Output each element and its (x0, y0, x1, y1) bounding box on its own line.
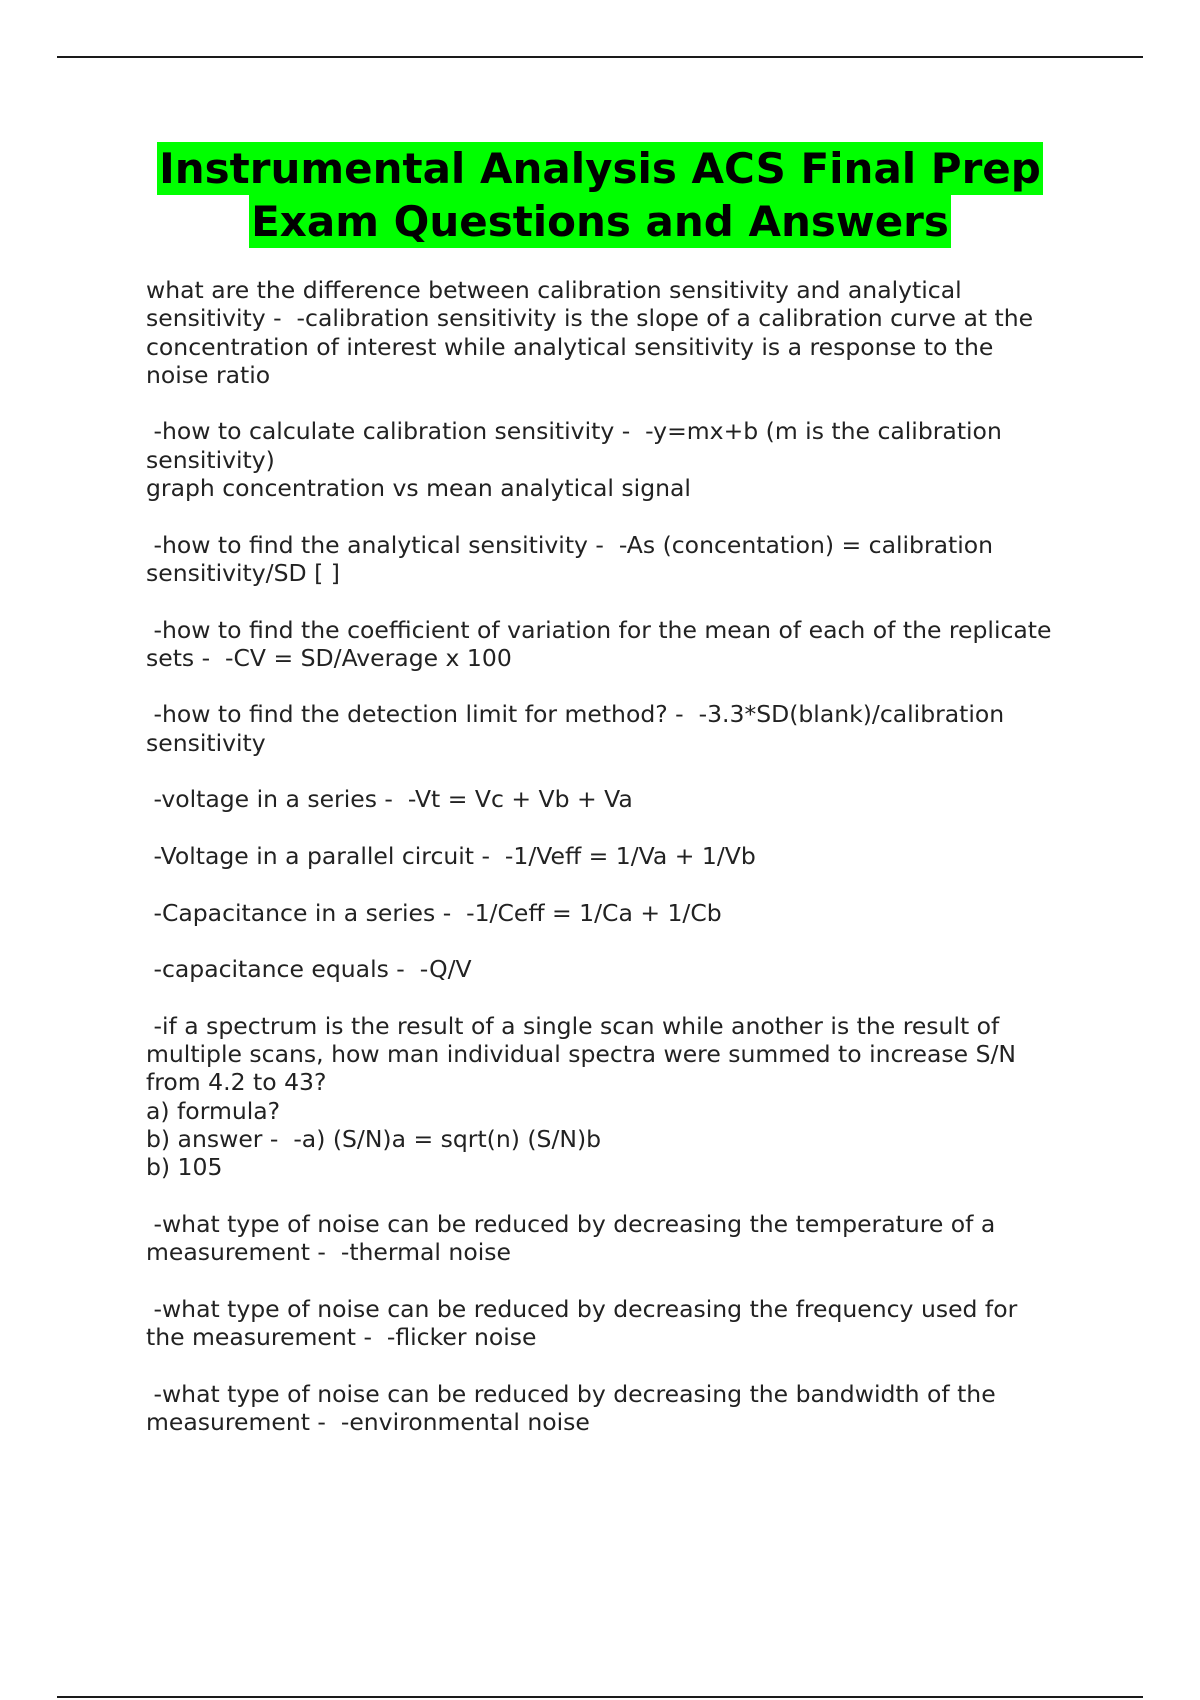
qa-line: measurement - -thermal noise (146, 1238, 511, 1267)
qa-line: noise ratio (146, 360, 271, 389)
qa-line: -Capacitance in a series - -1/Ceff = 1/Ca + 1/Cb (146, 898, 722, 927)
title-line-1: Instrumental Analysis ACS Final Prep (159, 144, 1041, 193)
qa-line: -how to find the coefficient of variation for the mean of each of the replicate (146, 615, 1052, 644)
qa-entry (146, 616, 1096, 673)
qa-line: -how to calculate calibration sensitivity - -y=mx+b (m is the calibration (146, 417, 1002, 446)
qa-line: -how to find the analytical sensitivity - -As (concentation) = calibration (146, 530, 994, 559)
qa-line: -how to find the detection limit for method? - -3.3*SD(blank)/calibration (146, 700, 1005, 729)
qa-entry (146, 1295, 1096, 1352)
qa-line: measurement - -environmental noise (146, 1407, 590, 1436)
qa-line: sensitivity/SD [ ] (146, 558, 340, 587)
qa-line: -capacitance equals - -Q/V (146, 955, 472, 984)
qa-entry (146, 955, 1096, 983)
qa-line: -Voltage in a parallel circuit - -1/Veff = 1/Va + 1/Vb (146, 841, 756, 870)
qa-entry (146, 1012, 1096, 1182)
title-line-2: Exam Questions and Answers (251, 197, 949, 246)
qa-entry (146, 785, 1096, 813)
qa-line: -what type of noise can be reduced by decreasing the frequency used for (146, 1294, 1018, 1323)
qa-entry (146, 842, 1096, 870)
qa-line: multiple scans, how man individual spectra were summed to increase S/N (146, 1040, 1017, 1069)
qa-line: the measurement - -flicker noise (146, 1322, 537, 1351)
qa-line: sets - -CV = SD/Average x 100 (146, 643, 512, 672)
qa-line: b) answer - -a) (S/N)a = sqrt(n) (S/N)b (146, 1124, 602, 1153)
qa-entry (146, 276, 1096, 389)
bottom-rule (57, 1696, 1143, 1698)
qa-entry (146, 899, 1096, 927)
qa-entry (146, 700, 1096, 757)
qa-line: a) formula? (146, 1096, 281, 1125)
qa-line: -what type of noise can be reduced by decreasing the bandwidth of the (146, 1379, 996, 1408)
qa-entry (146, 417, 1096, 502)
qa-line: from 4.2 to 43? (146, 1068, 327, 1097)
qa-line: -voltage in a series - -Vt = Vc + Vb + Va (146, 785, 633, 814)
qa-line: b) 105 (146, 1153, 223, 1182)
qa-line: sensitivity) (146, 445, 275, 474)
qa-entry (146, 1380, 1096, 1437)
qa-entry (146, 1210, 1096, 1267)
top-rule (57, 56, 1143, 58)
qa-body (146, 276, 1096, 1464)
qa-line: graph concentration vs mean analytical signal (146, 474, 691, 503)
qa-line: sensitivity (146, 728, 266, 757)
qa-line: concentration of interest while analytical sensitivity is a response to the (146, 332, 994, 361)
qa-entry (146, 531, 1096, 588)
qa-line: sensitivity - -calibration sensitivity is the slope of a calibration curve at the (146, 304, 1034, 333)
page-title (0, 142, 1200, 248)
qa-line: what are the difference between calibration sensitivity and analytical (146, 276, 962, 304)
qa-line: -if a spectrum is the result of a single scan while another is the result of (146, 1011, 1000, 1040)
qa-line: -what type of noise can be reduced by decreasing the temperature of a (146, 1209, 996, 1238)
